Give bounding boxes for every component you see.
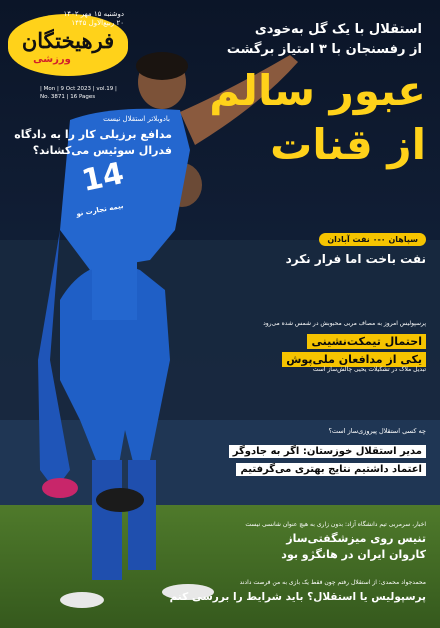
bottom-story-line-1[interactable]: پرسپولیس یا استقلال؟ باید شرایط را بررسی کنم bbox=[169, 591, 426, 603]
sepahan-story-title[interactable]: نفت باخت اما فرار نکرد bbox=[285, 252, 426, 266]
persepolis-story-kicker: پرسپولیس امروز به مصاف مربی محبوبش در شمس شده می‌رود bbox=[263, 320, 426, 327]
issue-date-hijri: ۲۰ ربیع‌الاول ۱۴۴۵ bbox=[71, 19, 124, 27]
persepolis-story-line-1[interactable] bbox=[307, 330, 426, 349]
khuzestan-line-1-text: مدیر استقلال خوزستان: اگر به جادوگر bbox=[229, 445, 426, 458]
story-left-kicker: بادوبلاتر استقلال نیست bbox=[103, 115, 170, 123]
headline-title-1[interactable]: عبور سالم bbox=[209, 66, 426, 115]
khuzestan-story-line-2[interactable] bbox=[236, 457, 426, 476]
tennis-story-kicker: اخبار، سرمربی تیم دانشگاه آزاد: بدون زاری به هیچ عنوان شانسی نیست bbox=[245, 521, 426, 528]
headline-title-2[interactable]: از قنات bbox=[270, 120, 426, 169]
bottom-story-kicker: محمدجواد محمدی: از استقلال رفتم چون فقط یک بازی به من فرصت دادند bbox=[239, 579, 426, 586]
issue-date-english: | Mon | 9 Oct 2023 | vol.19 | bbox=[40, 86, 117, 92]
persepolis-story-note: تبدیل ملاک در تشکیلات یحیی چالش‌ساز است bbox=[312, 366, 426, 373]
player-shirt-sponsor: بیمه تجارت نو bbox=[75, 201, 125, 219]
story-left-line-2[interactable]: فدرال سوئیس می‌کشاند؟ bbox=[32, 144, 172, 157]
issue-number: No. 3871 | 16 Pages bbox=[40, 94, 96, 100]
logo-subtitle: ورزشی bbox=[33, 54, 71, 65]
persepolis-story-line-2[interactable] bbox=[282, 348, 426, 367]
story-left-line-1[interactable]: مدافع برزیلی کار را به دادگاه bbox=[14, 128, 172, 141]
headline-kicker-1: استقلال با یک گل به‌خودی bbox=[254, 22, 422, 37]
sepahan-score-badge: سپاهان ۰-۰ نفت آبادان bbox=[319, 233, 426, 246]
tennis-story-line-2[interactable]: کاروان ایران در هانگژو بود bbox=[281, 548, 426, 561]
player-shirt-number: 14 bbox=[78, 156, 127, 199]
logo-title: فرهیختگان bbox=[21, 28, 115, 53]
headline-kicker-2: از رفسنجان با ۳ امتیاز برگشت bbox=[226, 42, 422, 57]
issue-date-persian: دوشنبه ۱۵ مهر ۱۴۰۲ bbox=[63, 10, 124, 18]
khuzestan-line-2-text: اعتماد داشتیم نتایج بهتری می‌گرفتیم bbox=[236, 463, 426, 476]
khuzestan-story-line-1[interactable] bbox=[229, 439, 426, 458]
tennis-story-line-1[interactable]: تنیس روی میزشگفتی‌ساز bbox=[286, 532, 426, 545]
persepolis-line-2-text: یکی از مدافعان ملی‌پوش bbox=[282, 352, 426, 367]
persepolis-line-1-text: احتمال تیمکت‌نشینی bbox=[307, 334, 426, 349]
khuzestan-story-kicker: چه کسی استقلال پیروزی‌ساز است؟ bbox=[328, 427, 426, 435]
